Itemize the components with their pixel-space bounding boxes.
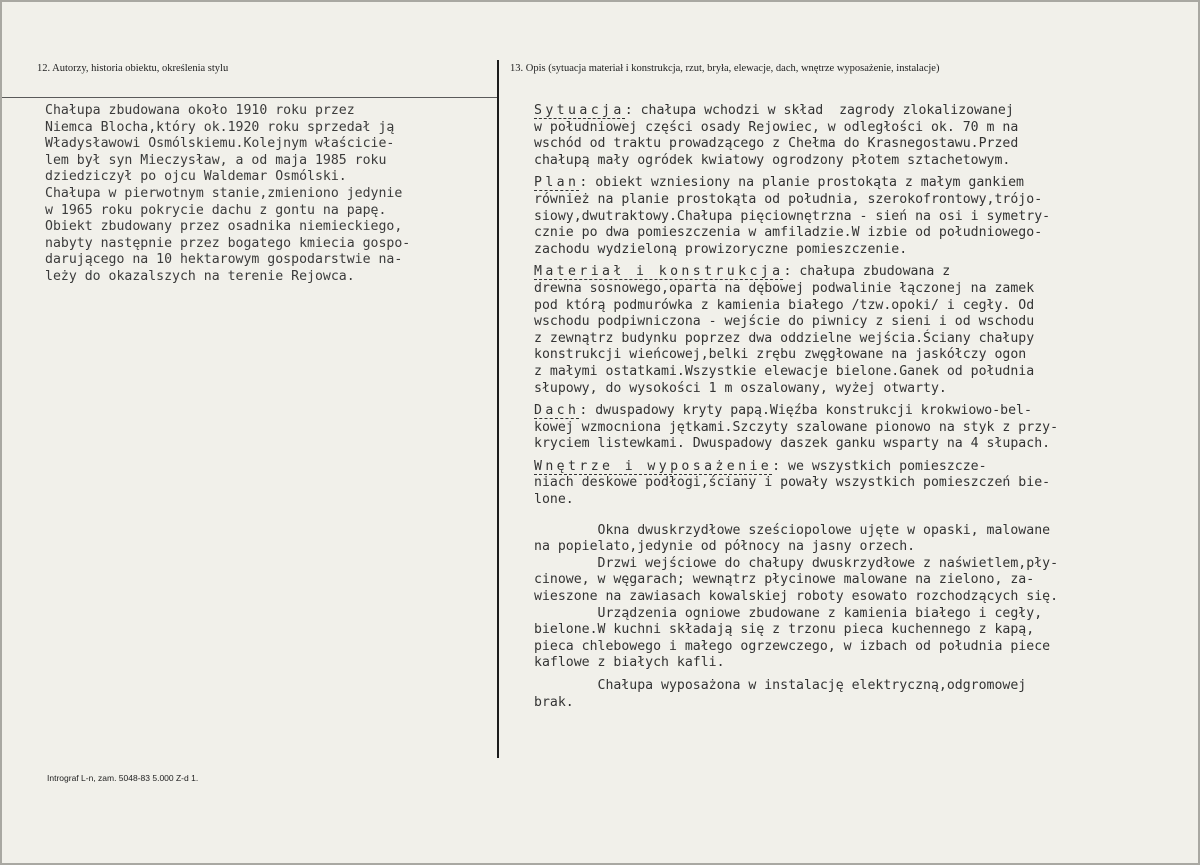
dach-line: kryciem listewkami. Dwuspadowy daszek ganku wsparty na 4 słupach. (534, 436, 1051, 452)
dach-title: Dach (534, 403, 580, 419)
material-line: konstrukcji wieńcowej,belki zrębu zwęgłowane na jaskółczy ogon (534, 347, 1027, 363)
plan-title: Plan (534, 175, 580, 191)
urzadzenia-line: pieca chlebowego i małego ogrzewczego, w izbach od południa piece (534, 638, 1051, 654)
material-line: drewna sosnowego,oparta na dębowej podwalinie łączonej na zamek (534, 280, 1035, 296)
plan-first-line: : obiekt wzniesiony na planie prostokąta z małym gankiem (579, 175, 1024, 191)
material-line: z małymi ostatkami.Wszystkie elewacje bielone.Ganek od południa (534, 363, 1035, 379)
section-13-heading: 13. Opis (sytuacja materiał i konstrukcja, rzut, bryła, elewacje, dach, wnętrze wyposażenie, instalacje) (510, 63, 940, 74)
instalacje-line: Chałupa wyposażona w instalację elektryczną,odgromowej (534, 678, 1027, 693)
material-title: Materiał i konstrukcja (534, 264, 784, 280)
dach-line: kowej wzmocniona jętkami.Szczyty szalowane pionowo na styk z przy- (534, 419, 1059, 435)
column-divider (497, 60, 499, 758)
section-12-heading: 12. Autorzy, historia obiektu, określenia stylu (37, 63, 229, 74)
sytuacja-line: wschód od traktu prowadzącego z Chełma do Krasnegostawu.Przed (534, 136, 1019, 152)
drzwi-line: cinowe, w węgarach; wewnątrz płycinowe malowane na zielono, za- (534, 572, 1035, 588)
wnetrze-first-line: : we wszystkich pomieszcze- (772, 458, 987, 474)
material-line: słupowy, do wysokości 1 m oszalowany, wyżej otwarty. (534, 380, 947, 396)
urzadzenia-line: kaflowe z białych kafli. (534, 655, 725, 671)
drzwi-line: wieszone na zawiasach kowalskiej roboty esowato rozchodzących się. (534, 589, 1059, 605)
description-text (534, 103, 1200, 711)
sytuacja-line: w południowej części osady Rejowiec, w odległości ok. 70 m na (534, 119, 1019, 135)
okna-line: na popielato,jedynie od północy na jasny orzech. (534, 539, 916, 555)
section-material (534, 264, 1200, 397)
wnetrze-line: lone. (534, 492, 574, 508)
wnetrze-line: niach deskowe podłogi,ściany i powały wszystkich pomieszczeń bie- (534, 475, 1051, 491)
wnetrze-title: Wnętrze i wyposażenie (534, 458, 773, 474)
plan-line: również na planie prostokąta od południa, szerokofrontowy,trójo- (534, 191, 1043, 207)
sytuacja-line: chałupą mały ogródek kwiatowy ogrodzony płotem sztachetowym. (534, 152, 1011, 168)
history-line: lem był syn Mieczysław, a od maja 1985 roku (45, 152, 387, 168)
sytuacja-title: Sytuacja (534, 103, 625, 118)
drzwi-line: Drzwi wejściowe do chałupy dwuskrzydłowe z naświetlem,pły- (534, 555, 1059, 571)
material-line: pod którą podmurówka z kamienia białego /tzw.opoki/ i cegły. Od (534, 297, 1035, 313)
paragraph-okna (534, 523, 1200, 556)
urzadzenia-line: Urządzenia ogniowe zbudowane z kamienia białego i cegły, (534, 605, 1043, 621)
printer-imprint: Intrograf L-n, zam. 5048-83 5.000 Z-d 1. (47, 773, 199, 783)
material-first-line: : chałupa zbudowana z (783, 264, 951, 280)
history-line: Władysławowi Osmólskiemu.Kolejnym właścicie- (45, 136, 395, 152)
material-line: wschodu podpiwniczona - wejście do piwnicy z sieni i od wschodu (534, 314, 1035, 330)
history-line: Obiekt zbudowany przez osadnika niemieckiego, (45, 219, 403, 235)
paragraph-instalacje (534, 678, 1200, 711)
section-wnetrze (534, 459, 1200, 509)
history-line: leży do okazalszych na terenie Rejowca. (45, 268, 355, 284)
urzadzenia-line: bielone.W kuchni składają się z trzonu pieca kuchennego z kapą, (534, 622, 1035, 638)
history-line: Chałupa zbudowana około 1910 roku przez (45, 103, 355, 118)
okna-line: Okna dwuskrzydłowe sześciopolowe ujęte w opaski, malowane (534, 522, 1051, 538)
plan-line: zachodu wydzieloną prowizoryczne pomieszczenie. (534, 241, 908, 257)
dach-first-line: : dwuspadowy kryty papą.Więźba konstrukcji krokwiowo-bel- (579, 403, 1032, 419)
plan-line: siowy,dwutraktowy.Chałupa pięciownętrzna - sień na osi i symetry- (534, 208, 1051, 224)
paragraph-urzadzenia (534, 606, 1200, 672)
plan-line: cznie po dwa pomieszczenia w amfiladzie.W izbie od południowego- (534, 225, 1043, 241)
history-line: darującego na 10 hektarowym gospodarstwie na- (45, 252, 403, 268)
section-sytuacja (534, 103, 1200, 169)
material-line: z zewnątrz budynku poprzez dwa oddzielne wejścia.Ściany chałupy (534, 330, 1035, 346)
history-text (45, 103, 490, 286)
history-line: w 1965 roku pokrycie dachu z gontu na papę. (45, 202, 387, 218)
history-line: Chałupa w pierwotnym stanie,zmieniono jedynie (45, 185, 403, 201)
history-line: nabyty następnie przez bogatego kmiecia gospo- (45, 235, 411, 251)
instalacje-line: brak. (534, 694, 574, 710)
history-line: Niemca Blocha,który ok.1920 roku sprzedał ją (45, 119, 395, 135)
heading-rule (2, 97, 497, 98)
sytuacja-first-line: : chałupa wchodzi w skład zagrody zlokalizowanej (624, 103, 1014, 118)
history-line: dziedziczył po ojcu Waldemar Osmólski. (45, 169, 347, 185)
section-dach (534, 403, 1200, 453)
section-plan (534, 175, 1200, 258)
paragraph-drzwi (534, 556, 1200, 606)
